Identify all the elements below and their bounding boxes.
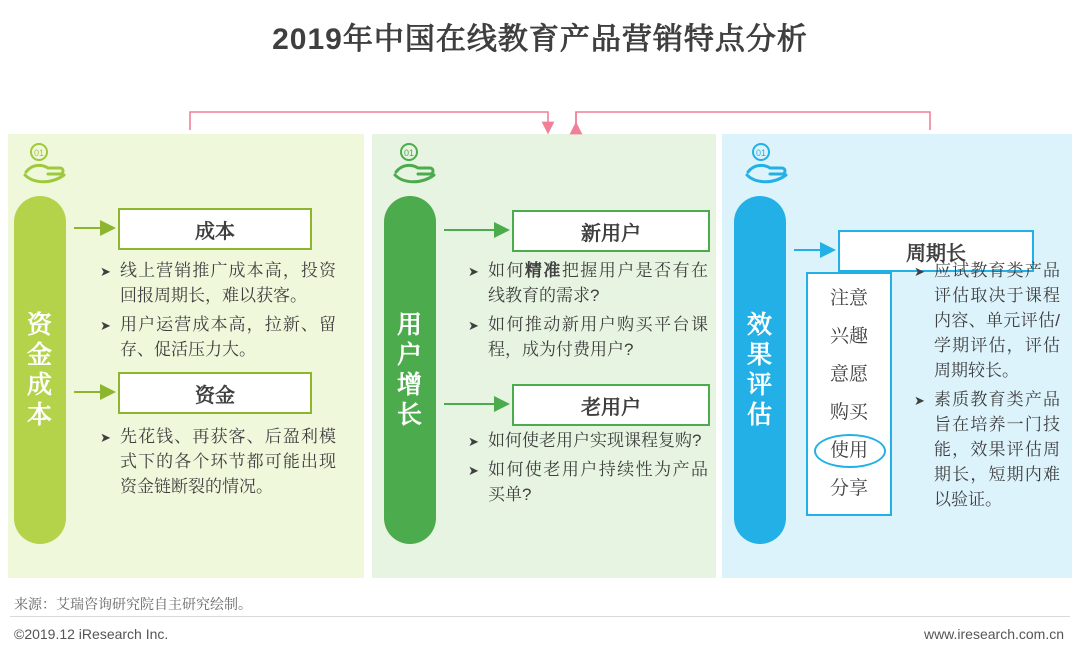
list-item: ➤ 如何精准把握用户是否有在线教育的需求? xyxy=(488,258,708,308)
svg-text:01: 01 xyxy=(403,148,415,158)
emphasis-text: 精准 xyxy=(524,261,562,280)
pill-effect-label: 效果评估 xyxy=(746,311,773,429)
list-item: ➤ 如何推动新用户购买平台课程，成为付费用户? xyxy=(488,312,708,362)
box-cost[interactable] xyxy=(118,208,312,250)
list-item: ➤ 应试教育类产品评估取决于课程内容、单元评估/学期评估，评估周期较长。 xyxy=(934,258,1060,383)
funnel-list xyxy=(806,272,892,516)
svg-text:01: 01 xyxy=(755,148,767,158)
bullets-cost xyxy=(100,258,336,366)
page-title: 2019年中国在线教育产品营销特点分析 xyxy=(272,23,808,56)
bullets-fund xyxy=(100,424,336,503)
svg-text:01: 01 xyxy=(33,148,45,158)
hand-coin-icon-user xyxy=(392,142,438,186)
funnel-item[interactable]: 意愿 xyxy=(829,364,868,385)
list-item: ➤ 线上营销推广成本高，投资回报周期长，难以获客。 xyxy=(120,258,336,308)
box-fund-label: 资金 xyxy=(195,384,235,407)
pill-user-label: 用户增长 xyxy=(396,311,423,429)
bullets-old-user xyxy=(468,428,708,511)
hand-coin-icon-effect xyxy=(744,142,790,186)
box-cycle-label: 周期长 xyxy=(906,242,966,265)
pill-cost xyxy=(14,196,66,544)
funnel-item[interactable]: 注意 xyxy=(829,288,868,309)
bullets-effect xyxy=(914,258,1060,516)
source-note: 来源：艾瑞咨询研究院自主研究绘制。 xyxy=(14,596,252,612)
list-item: ➤ 素质教育类产品旨在培养一门技能，效果评估周期长，短期内难以验证。 xyxy=(934,387,1060,512)
pill-effect xyxy=(734,196,786,544)
box-new-user-label: 新用户 xyxy=(581,222,641,245)
copyright: ©2019.12 iResearch Inc. xyxy=(14,626,169,642)
list-item: ➤ 如何使老用户实现课程复购? xyxy=(488,428,708,453)
bullets-new-user xyxy=(468,258,708,366)
website: www.iresearch.com.cn xyxy=(923,626,1064,642)
list-item: ➤ 如何使老用户持续性为产品买单? xyxy=(488,457,708,507)
box-cost-label: 成本 xyxy=(195,220,235,243)
funnel-item[interactable]: 分享 xyxy=(829,478,868,499)
footer-divider xyxy=(10,616,1070,617)
hand-coin-icon-cost xyxy=(22,142,68,186)
pill-user xyxy=(384,196,436,544)
funnel-item-highlighted[interactable]: 使用 xyxy=(808,432,890,470)
box-fund[interactable] xyxy=(118,372,312,414)
box-old-user[interactable] xyxy=(512,384,710,426)
pill-cost-label: 资金成本 xyxy=(26,311,53,429)
funnel-item[interactable]: 购买 xyxy=(829,402,868,423)
box-old-user-label: 老用户 xyxy=(581,396,641,419)
box-new-user[interactable] xyxy=(512,210,710,252)
list-item: ➤ 先花钱、再获客、后盈利模式下的各个环节都可能出现资金链断裂的情况。 xyxy=(120,424,336,499)
list-item: ➤ 用户运营成本高，拉新、留存、促活压力大。 xyxy=(120,312,336,362)
funnel-item[interactable]: 兴趣 xyxy=(829,326,868,347)
